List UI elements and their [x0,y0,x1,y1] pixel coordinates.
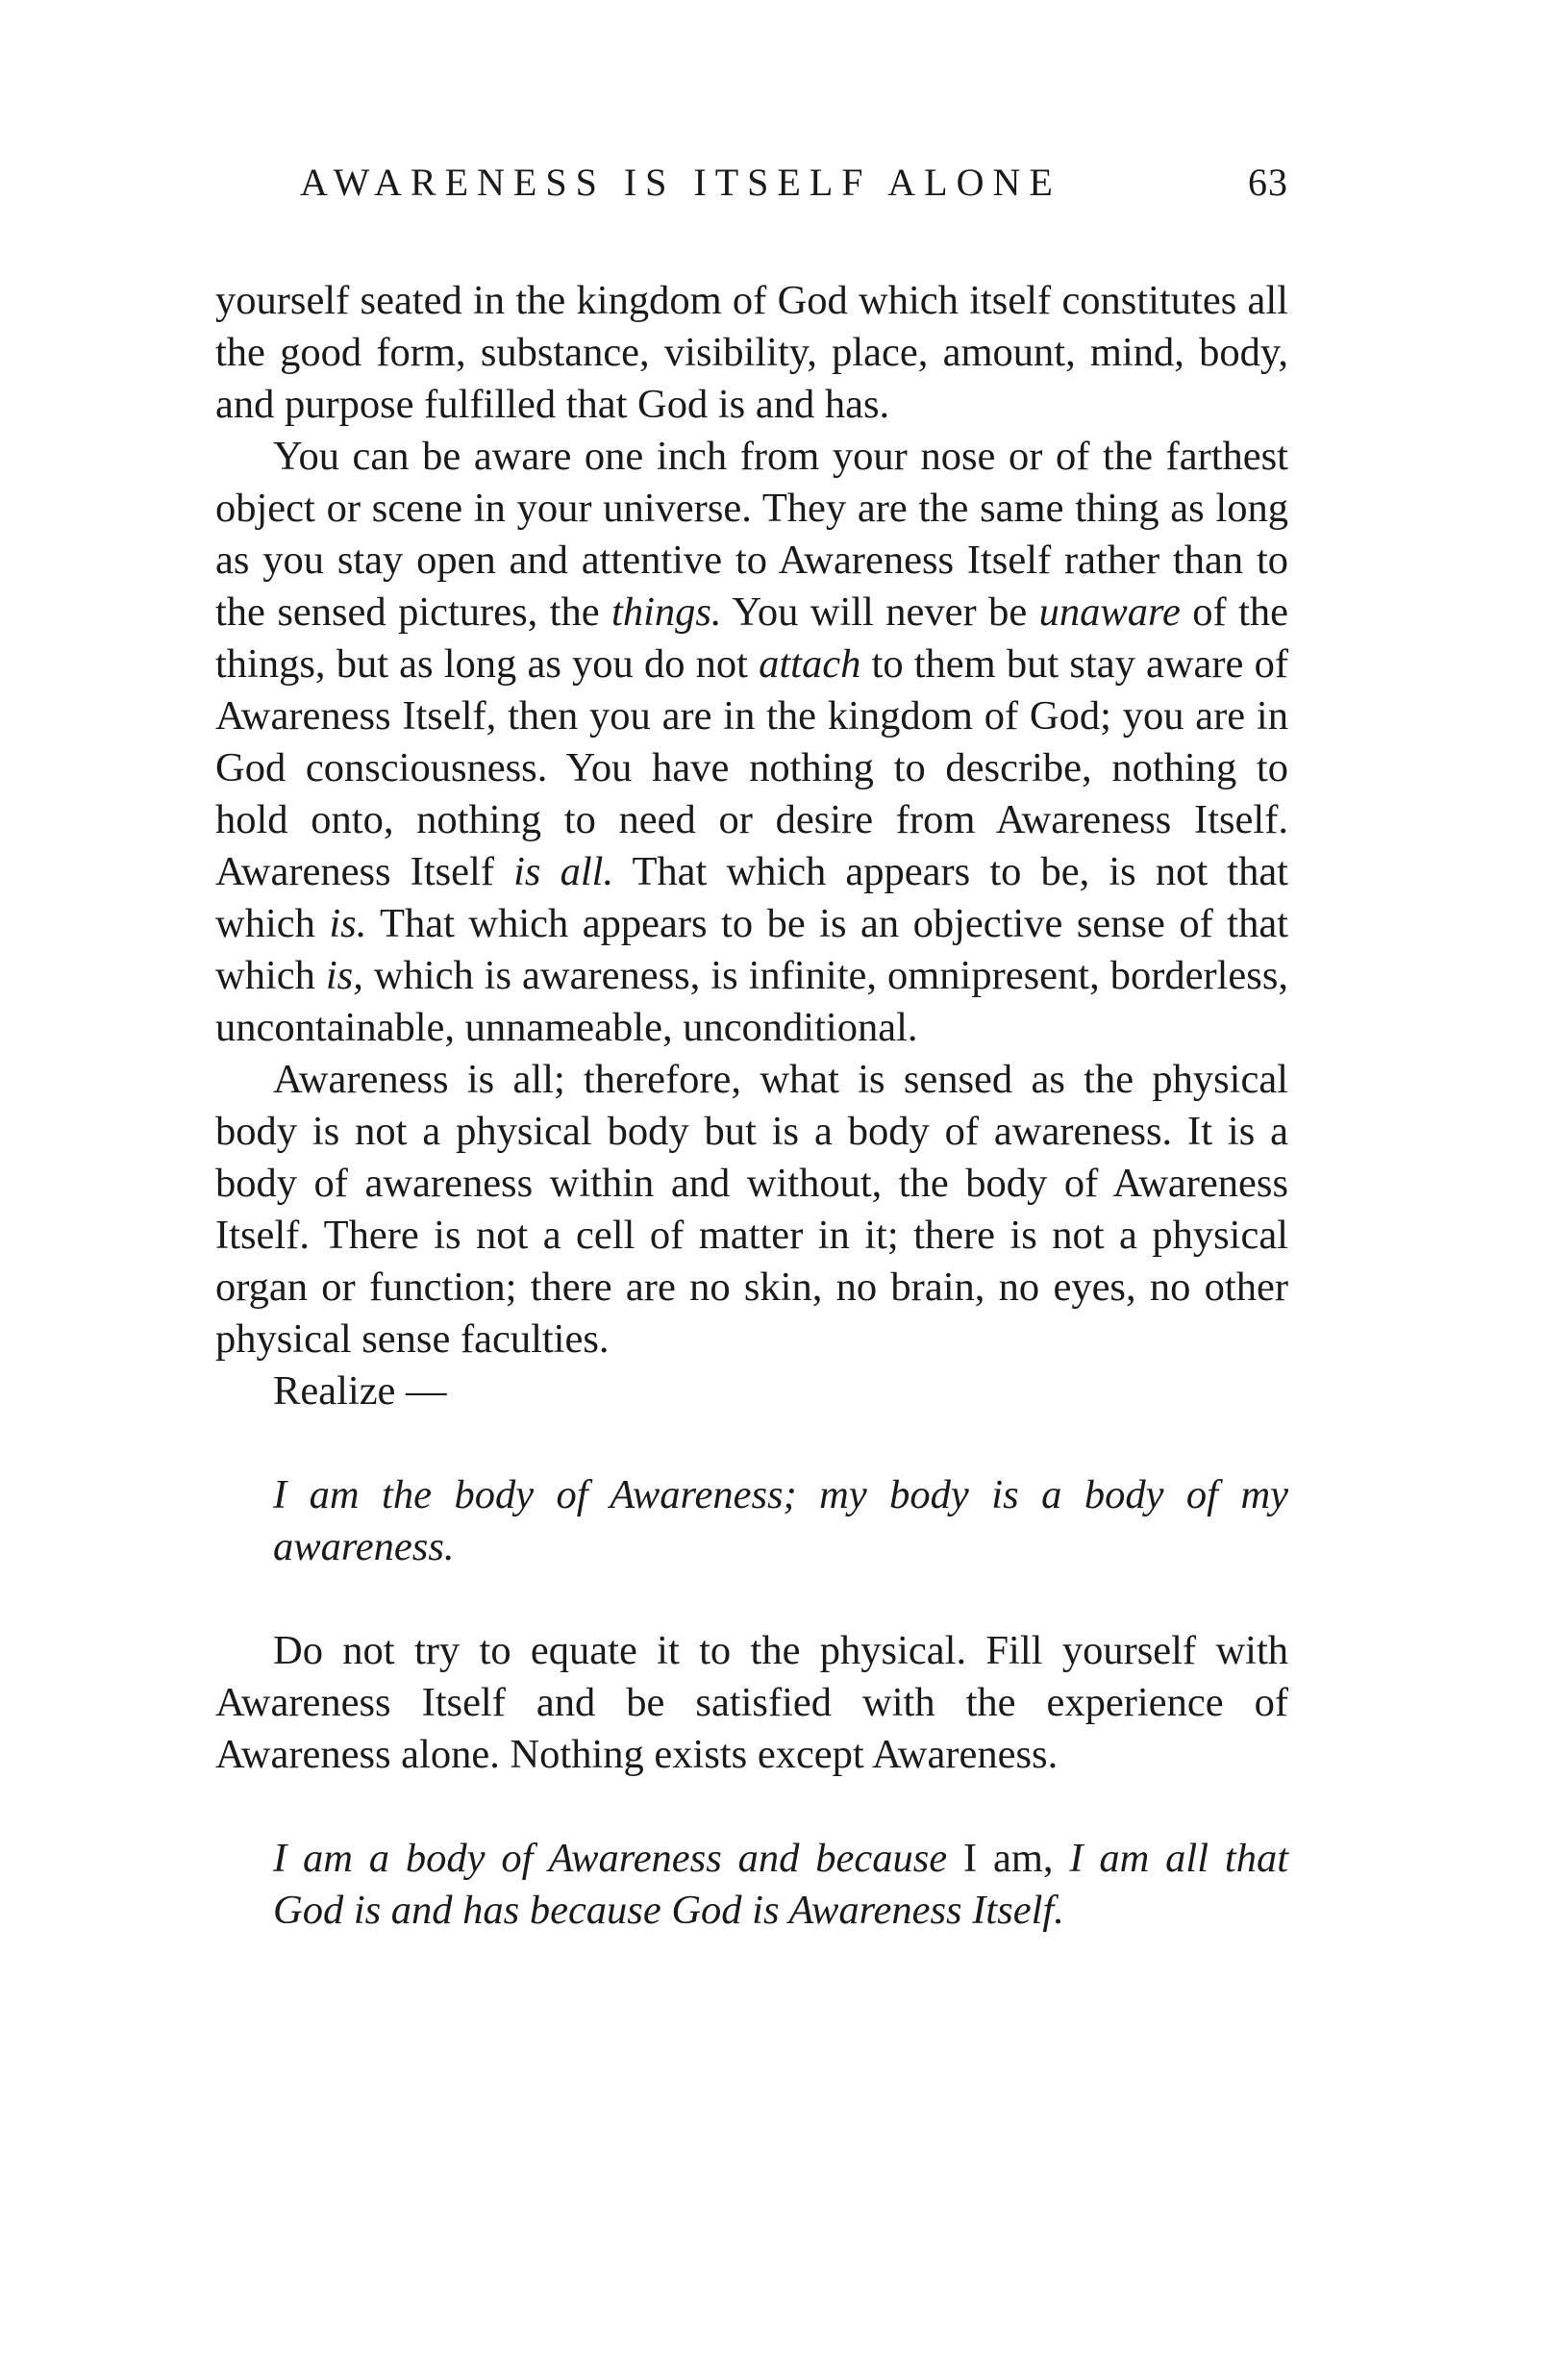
page-number: 63 [1248,161,1288,204]
spacer [215,1781,1288,1833]
paragraph-2-text-m: which is awareness, is infinite, omnipresent, borderless, uncontainable, unnameable, unconditional. [215,953,1288,1050]
paragraph-4: Realize — [273,1368,447,1414]
running-head [215,154,1288,212]
paragraph-2-text-k: That which appears to be is an objective sense of that which [215,901,1288,998]
emphasis-is: is. [329,901,367,946]
paragraph-2-text-g: to them but stay aware of Awareness Itself, then you are in the kingdom of God; you are in God consciousness. You have nothing to describe, nothing to hold onto, nothing to need or desire from Awareness Itself. Awareness Itself [215,641,1288,894]
meditation-quote-2 [215,1833,1288,1937]
emphasis-is-all: is all. [513,849,614,894]
emphasis-is-comma: is, [325,953,363,998]
paragraph-2-text-c: You will never be [721,589,1039,635]
paragraph-3: Awareness is all; therefore, what is sensed as the physical body is not a physical body but is a body of awareness. It is a body of awareness within and without, the body of Awareness Itself. There is not a cell of matter in it; there is not a physical organ or function; there are no skin, no brain, no eyes, no other physical sense faculties. [215,1057,1288,1362]
paragraph-2-text-e: of the things, but as long as you do not [215,589,1288,687]
chapter-title: AWARENESS IS ITSELF ALONE [300,161,1061,204]
paragraph-2-text-a: You can be aware one inch from your nose or of the farthest object or scene in your universe. They are the same thing as long as you stay open and attentive to Awareness Itself rather than to the sensed pictures, the [215,434,1288,635]
quote-2-upright-i-am: I am, [962,1836,1054,1881]
paragraph-2-text-i: That which appears to be, is not that which [215,849,1288,946]
body-text [215,275,1288,1937]
paragraph-2 [215,431,1288,1054]
spacer [215,1417,1288,1469]
emphasis-things: things. [611,589,722,635]
emphasis-attach: attach [759,641,861,687]
quote-2-text-a: I am a body of Awareness and because [273,1836,963,1881]
quote-2-text-c: I am all that God is and has because God is Awareness Itself. [273,1836,1289,1933]
paragraph-5: Do not try to equate it to the physical. Fill yourself with Awareness Itself and be satisfied with the experience of Awareness alone. Nothing exists except Awareness. [215,1628,1288,1777]
paragraph-1: yourself seated in the kingdom of God which itself constitutes all the good form, substance, visibility, place, amount, mind, body, and purpose fulfilled that God is and has. [215,278,1288,427]
spacer [215,1573,1288,1625]
meditation-quote-1: I am the body of Awareness; my body is a body of my awareness. [273,1472,1288,1569]
emphasis-unaware: unaware [1038,589,1181,635]
